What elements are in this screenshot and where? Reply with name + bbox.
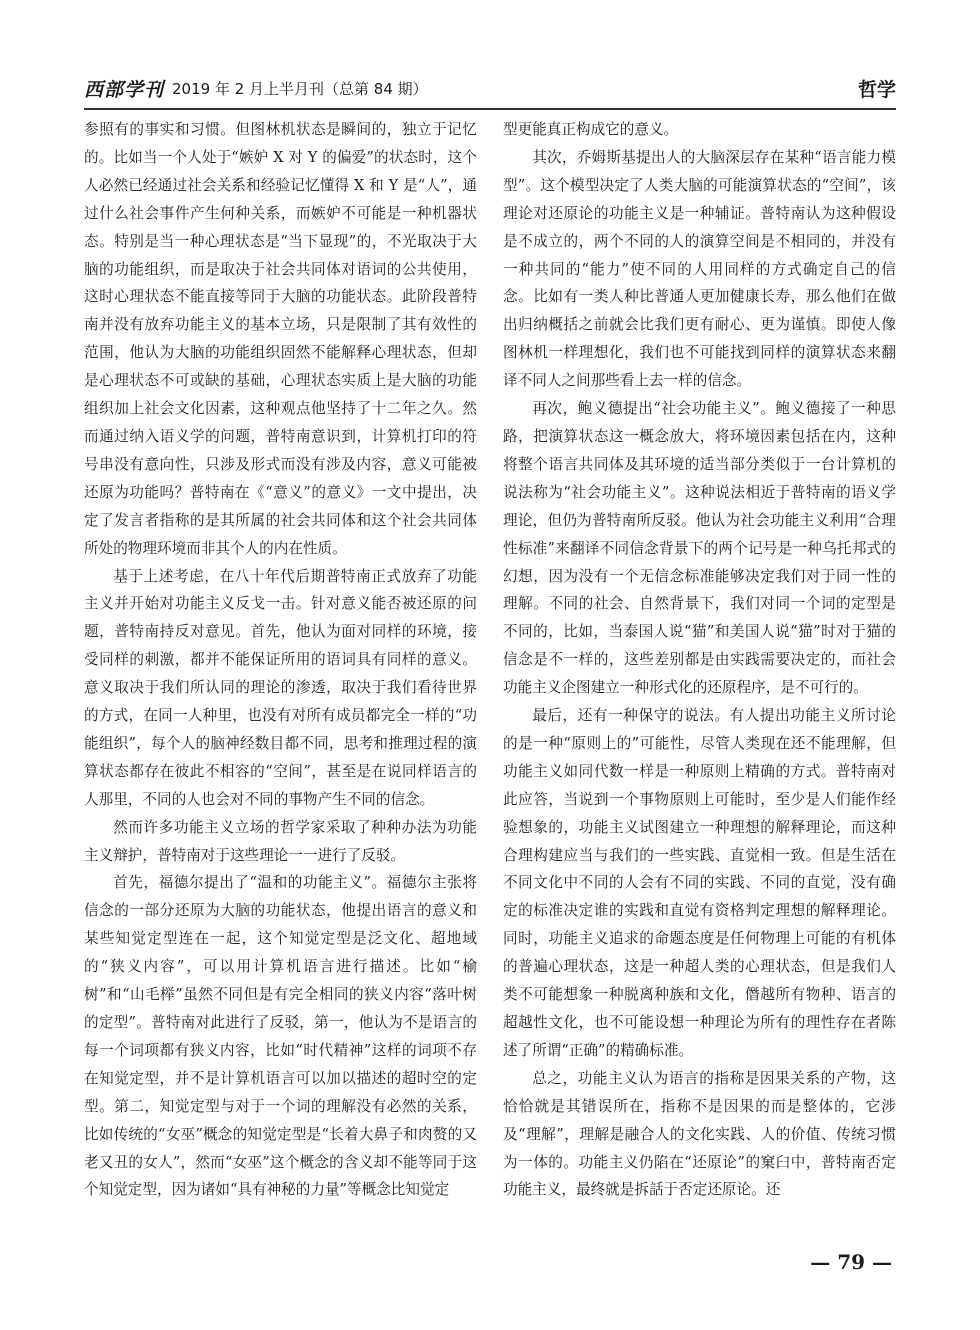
right-column (503, 116, 896, 1204)
paragraph: 再次，鲍义德提出“社会功能主义”。鲍义德接了一种思路，把演算状态这一概念放大，将环境因素包括在内，这种将整个语言共同体及其环境的适当部分类似于一台计算机的说法称为“社会功能主义”。这种说法相近于普特南的语义学理论，但仍为普特南所反驳。他认为社会功能主义利用“合理性标准”来翻译不同信念背景下的两个记号是一种乌托邦式的幻想，因为没有一个无信念标准能够决定我们对于同一性的理解。不同的社会、自然背景下，我们对同一个词的定型是不同的，比如，当泰国人说“猫”和美国人说“猫”时对于猫的信念是不一样的，这些差别都是由实践需要决定的，而社会功能主义企图建立一种形式化的还原程序，是不可行的。 (503, 400, 896, 697)
paragraph: 首先，福德尔提出了“温和的功能主义”。福德尔主张将信念的一部分还原为大脑的功能状态，他提出语言的意义和某些知觉定型连在一起，这个知觉定型是泛文化、超地域的“狭义内容”，可以用计算机语言进行描述。比如“榆树”和“山毛榉”虽然不同但是有完全相同的狭义内容“落叶树的定型”。普特南对此进行了反驳，第一，他认为不是语言的每一个词项都有狭义内容，比如“时代精神”这样的词项不存在知觉定型，并不是计算机语言可以加以描述的超时空的定型。第二，知觉定型与对于一个词的理解没有必然的关系，比如传统的“女巫”概念的知觉定型是“长着大鼻子和肉赘的又老又丑的女人”，然而“女巫”这个概念的含义却不能等同于这个知觉定型，因为诸如“具有神秘的力量”等概念比知觉定 (84, 874, 477, 1199)
paragraph: 最后，还有一种保守的说法。有人提出功能主义所讨论的是一种“原则上的”可能性，尽管人类现在还不能理解，但功能主义如同代数一样是一种原则上精确的方式。普特南对此应答，当说到一个事物原则上可能时，至少是人们能作经验想象的，功能主义试图建立一种理想的解释理论，而这种合理构建应当与我们的一些实践、直觉相一致。但是生活在不同文化中不同的人会有不同的实践、不同的直觉，没有确定的标准决定谁的实践和直觉有资格判定理想的解释理论。同时，功能主义追求的命题态度是任何物理上可能的有机体的普遍心理状态，这是一种超人类的心理状态，但是我们人类不可能想象一种脱离种族和文化，僭越所有物种、语言的超越性文化，也不可能设想一种理论为所有的理性存在者陈述了所谓“正确”的精确标准。 (503, 707, 896, 1059)
paragraph: 总之，功能主义认为语言的指称是因果关系的产物，这恰恰就是其错误所在，指称不是因果的而是整体的，它涉及“理解”，理解是融合人的文化实践、人的价值、传统习惯为一体的。功能主义仍陷在“还原论”的窠臼中，普特南否定功能主义，最终就是拆話于否定还原论。还 (503, 1069, 896, 1199)
paragraph: 型更能真正构成它的意义。 (503, 121, 679, 138)
journal-name: 西部学刊 (84, 79, 165, 101)
paragraph: 参照有的事实和习惯。但图林机状态是瞬间的，独立于记忆的。比如当一个人处于“嫉妒 X 对 Y 的偏爱”的状态时，这个人必然已经通过社会关系和经验记忆懂得 X 和 Y 是“人”，通过什么社会事件产生何种关系，而嫉妒不可能是一种机器状态。特别是当一种心理状态是“当下显现”的，不光取决于大脑的功能组织，而是取决于社会共同体对语词的公共使用，这时心理状态不能直接等同于大脑的功能状态。此阶段普特南并没有放弃功能主义的基本立场，只是限制了其有效性的范围，他认为大脑的功能组织固然不能解释心理状态，但却是心理状态不可或缺的基础，心理状态实质上是大脑的功能组织加上社会文化因素，这种观点他坚持了十二年之久。然而通过纳入语义学的问题，普特南意识到，计算机打印的符号串没有意向性，只涉及形式而没有涉及内容，意义可能被还原为功能吗？普特南在《“意义”的意义》一文中提出，决定了发言者指称的是其所属的社会共同体和这个社会共同体所处的物理环境而非其个人的内在性质。 (84, 121, 477, 557)
paragraph: 其次，乔姆斯基提出人的大脑深层存在某种“语言能力模型”。这个模型决定了人类大脑的可能演算状态的“空间”，该理论对还原论的功能主义是一种辅证。普特南认为这种假设是不成立的，两个不同的人的演算空间是不相同的，并没有一种共同的“能力”使不同的人用同样的方式确定自己的信念。比如有一类人种比普通人更加健康长寿，那么他们在做出归纳概括之前就会比我们更有耐心、更为谨慎。即使人像图林机一样理想化，我们也不可能找到同样的演算状态来翻译不同人之间那些看上去一样的信念。 (503, 148, 896, 390)
section-label: 哲学 (857, 79, 896, 101)
left-column (84, 116, 477, 1204)
page-number: — 79 — (810, 1250, 892, 1274)
header-rule (84, 108, 896, 110)
issue-info: 2019 年 2 月上半月刊（总第 84 期） (172, 80, 428, 98)
running-header (84, 72, 896, 106)
paragraph: 基于上述考虑，在八十年代后期普特南正式放弃了功能主义并开始对功能主义反戈一击。针对意义能否被还原的问题，普特南持反对意见。首先，他认为面对同样的环境，接受同样的刺激，都并不能保证所用的语词具有同样的意义。意义取决于我们所认同的理论的渗透，取决于我们看待世界的方式，在同一人种里，也没有对所有成员都完全一样的“功能组织”，每个人的脑神经数目都不同，思考和推理过程的演算状态都存在彼此不相容的“空间”，甚至是在说同样语言的人那里，不同的人也会对不同的事物产生不同的信念。 (84, 567, 477, 808)
paragraph: 然而许多功能主义立场的哲学家采取了种种办法为功能主义辩护，普特南对于这些理论一一进行了反驳。 (84, 818, 477, 864)
